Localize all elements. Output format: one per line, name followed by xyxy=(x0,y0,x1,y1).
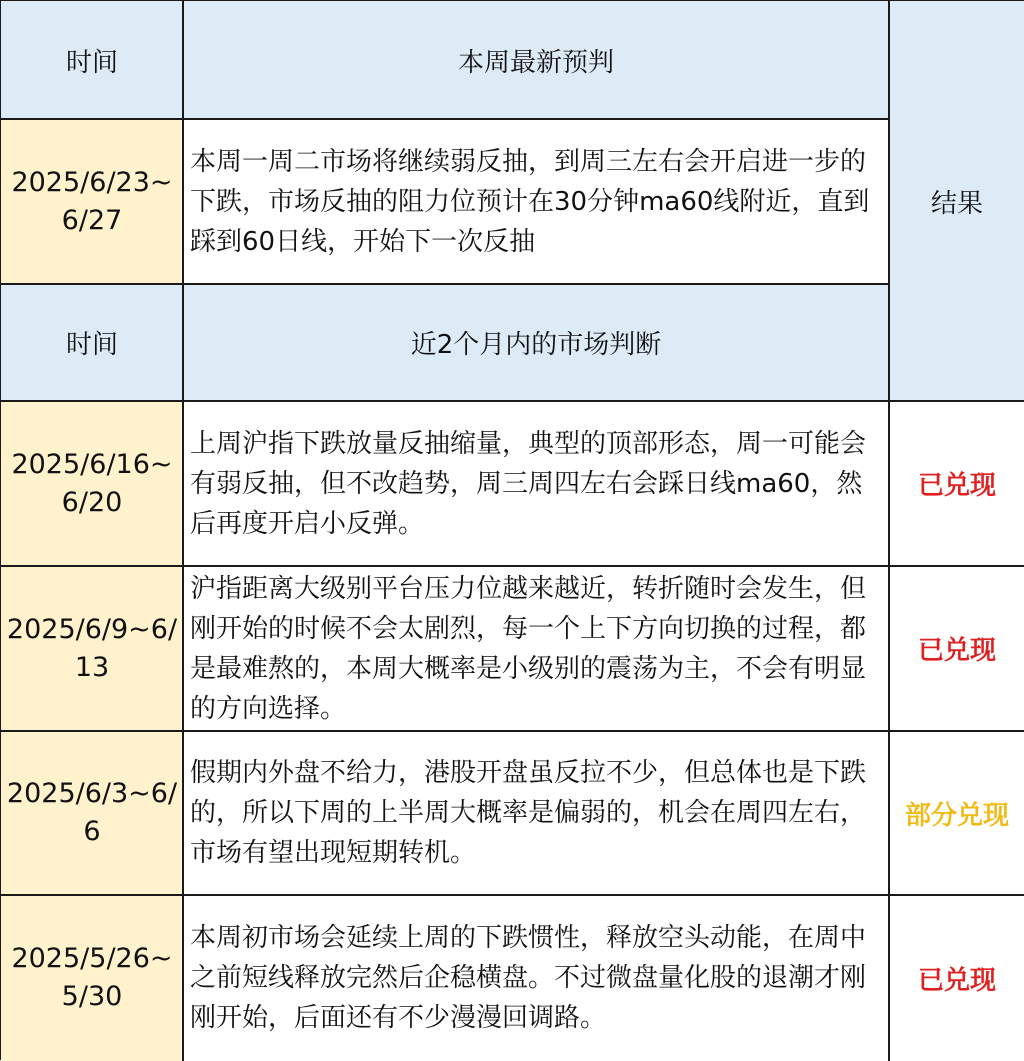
grid-line xyxy=(888,1,890,1061)
history-result: 已兑现 xyxy=(889,401,1024,566)
current-date: 2025/6/23~ 6/27 xyxy=(1,119,183,284)
history-text: 本周初市场会延续上周的下跌惯性，释放空头动能，在周中之前短线释放完然后企稳横盘。不过微盘量化股的退潮才刚刚开始，后面还有不少漫漫回调路。 xyxy=(183,895,889,1061)
grid-line xyxy=(1,894,1024,896)
history-date: 2025/6/3~6/ 6 xyxy=(1,731,183,895)
grid-line xyxy=(182,1,184,1061)
history-text: 上周沪指下跌放量反抽缩量，典型的顶部形态，周一可能会有弱反抽，但不改趋势，周三周四左右会踩日线ma60，然后再度开启小反弹。 xyxy=(183,401,889,566)
grid-line xyxy=(1,400,1024,402)
current-forecast-text: 本周一周二市场将继续弱反抽，到周三左右会开启进一步的下跌，市场反抽的阻力位预计在30分钟ma60线附近，直到踩到60日线，开始下一次反抽 xyxy=(183,119,889,284)
history-result: 已兑现 xyxy=(889,895,1024,1061)
grid-line xyxy=(1,118,889,120)
header-time-1: 时间 xyxy=(1,1,183,119)
grid-line xyxy=(1,565,1024,567)
header-judgment: 近2个月内的市场判断 xyxy=(183,284,889,401)
history-result: 已兑现 xyxy=(889,566,1024,731)
header-time-2: 时间 xyxy=(1,284,183,401)
history-text: 沪指距离大级别平台压力位越来越近，转折随时会发生，但刚开始的时候不会太剧烈，每一个上下方向切换的过程，都是最难熬的，本周大概率是小级别的震荡为主，不会有明显的方向选择。 xyxy=(183,566,889,731)
history-date: 2025/6/9~6/ 13 xyxy=(1,566,183,731)
history-text: 假期内外盘不给力，港股开盘虽反拉不少，但总体也是下跌的，所以下周的上半周大概率是偏弱的，机会在周四左右，市场有望出现短期转机。 xyxy=(183,731,889,895)
grid-line xyxy=(1,283,889,285)
history-date: 2025/6/16~ 6/20 xyxy=(1,401,183,566)
header-forecast: 本周最新预判 xyxy=(183,1,889,119)
history-date: 2025/5/26~ 5/30 xyxy=(1,895,183,1061)
history-result: 部分兑现 xyxy=(889,731,1024,895)
header-result: 结果 xyxy=(889,1,1024,401)
grid-line xyxy=(1,730,1024,732)
